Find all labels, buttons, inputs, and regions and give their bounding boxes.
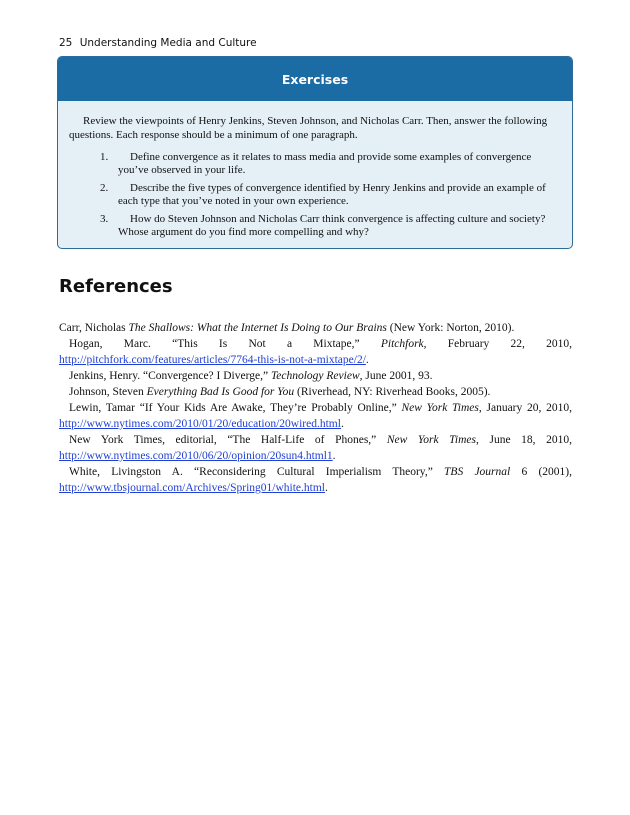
exercise-text: Define convergence as it relates to mass media and provide some examples of convergence you’ve observed in your life. [118,151,532,176]
reference-item [59,464,572,496]
reference-link[interactable]: http://www.nytimes.com/2010/06/20/opinion/20sun4.html1 [59,450,333,462]
exercise-item-1 [100,151,556,177]
reference-text: . [340,418,344,430]
reference-title: The Shallows: What the Internet Is Doing to Our Brains [128,322,387,334]
exercises-intro: Review the viewpoints of Henry Jenkins, Steven Johnson, and Nicholas Carr. Then, answer the following questions. Each response should be a minimum of one paragraph. [69,115,548,141]
reference-text: . [332,450,336,462]
exercise-number: 3. [100,213,109,225]
running-header [59,37,257,49]
exercise-text: How do Steven Johnson and Nicholas Carr think convergence is affecting culture and society? Whose argument do you find more compelling and why? [118,213,546,238]
reference-item [59,400,572,432]
references-list [59,320,572,496]
reference-text: (Riverhead, NY: Riverhead Books, 2005). [294,386,491,398]
exercises-title: Exercises [58,57,572,101]
exercise-text: Describe the five types of convergence identified by Henry Jenkins and provide an example of each type that you’ve noted in your own experience. [118,182,546,207]
exercise-item-3 [100,213,556,239]
exercise-number: 1. [100,151,109,163]
reference-text: (New York: Norton, 2010). [386,322,515,334]
reference-item [59,384,572,400]
reference-item [59,368,572,384]
reference-title: TBS Journal [444,466,511,478]
reference-text: Carr, Nicholas [59,322,129,334]
reference-title: Everything Bad Is Good for You [146,386,295,398]
reference-text: 6 (2001), [510,466,572,478]
exercise-item-2 [100,182,556,208]
exercises-list [58,142,572,239]
reference-text: . [324,482,328,494]
reference-title: New York Times [386,434,477,446]
reference-text: Jenkins, Henry. “Convergence? I Diverge,” [69,370,271,382]
page-number: 25 [59,37,73,49]
reference-title: Pitchfork [380,338,424,350]
reference-link[interactable]: http://pitchfork.com/features/articles/7764-this-is-not-a-mixtape/2/ [59,354,366,366]
reference-text: . [365,354,369,366]
reference-item [59,432,572,464]
reference-link[interactable]: http://www.tbsjournal.com/Archives/Spring01/white.html [59,482,325,494]
reference-text: , February 22, 2010, [423,338,573,350]
reference-item [59,320,572,336]
reference-text: White, Livingston A. “Reconsidering Cultural Imperialism Theory,” [69,466,445,478]
reference-text: Johnson, Steven [69,386,147,398]
reference-title: New York Times [401,402,479,414]
reference-text: , June 2001, 93. [359,370,433,382]
reference-link[interactable]: http://www.nytimes.com/2010/01/20/education/20wired.html [59,418,341,430]
book-title: Understanding Media and Culture [79,37,257,49]
reference-text: , January 20, 2010, [478,402,572,414]
exercise-number: 2. [100,182,109,194]
exercises-box [57,56,573,249]
reference-text: , June 18, 2010, [476,434,572,446]
reference-text: New York Times, editorial, “The Half-Life of Phones,” [69,434,387,446]
reference-text: Hogan, Marc. “This Is Not a Mixtape,” [69,338,381,350]
reference-item [59,336,572,368]
reference-title: Technology Review [270,370,360,382]
reference-text: Lewin, Tamar “If Your Kids Are Awake, They’re Probably Online,” [69,402,402,414]
references-heading: References [59,276,173,297]
